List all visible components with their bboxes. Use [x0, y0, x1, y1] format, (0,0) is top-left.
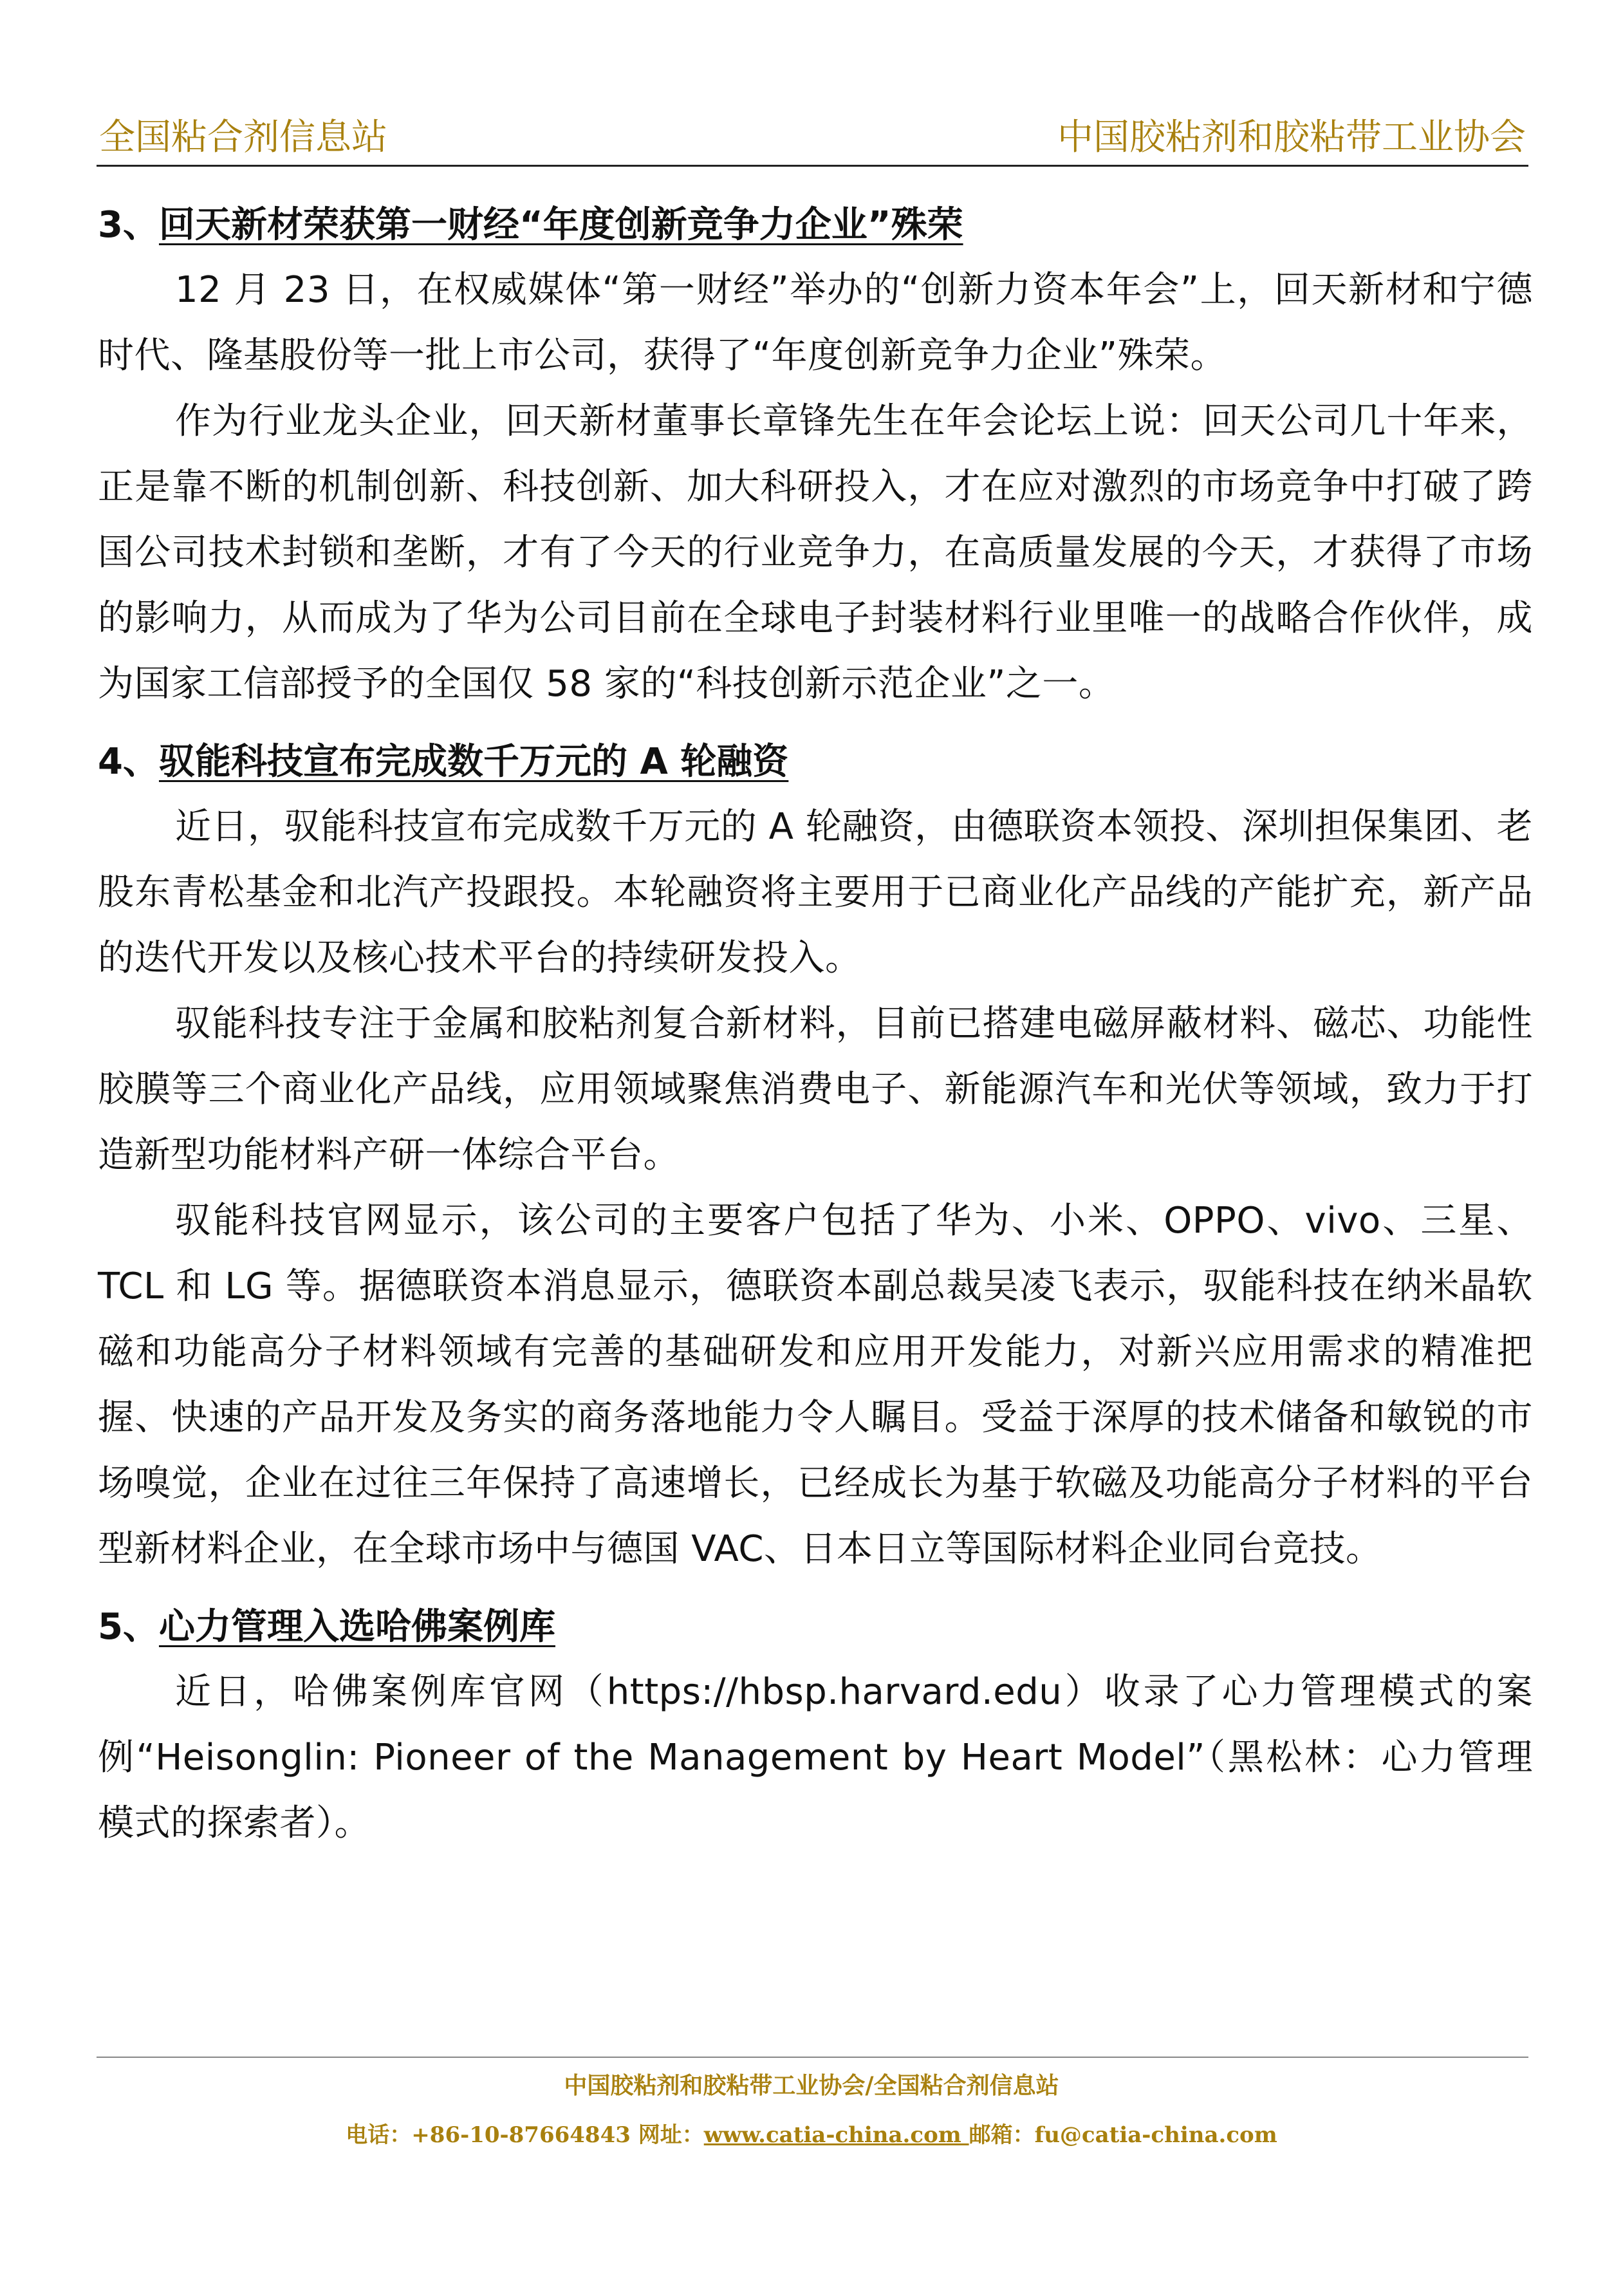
section-3-number: 3、: [98, 204, 159, 246]
header-left-title: 全国粘合剂信息站: [99, 117, 387, 158]
footer-divider: [97, 2057, 1528, 2058]
section-3-title: [98, 193, 1533, 257]
section-5-heading: 心力管理入选哈佛案例库: [158, 1606, 555, 1648]
section-3-paragraph-1: 12 月 23 日，在权威媒体“第一财经”举办的“创新力资本年会”上，回天新材和宁德时代、隆基股份等一批上市公司，获得了“年度创新竞争力企业”殊荣。: [98, 269, 1533, 377]
footer-email: 邮箱：fu@catia-china.com: [969, 2122, 1277, 2148]
header-right-title: 中国胶粘剂和胶粘带工业协会: [1057, 117, 1526, 158]
article-content: [98, 193, 1533, 1856]
section-4-paragraph-3: 驭能科技官网显示，该公司的主要客户包括了华为、小米、OPPO、vivo、三星、TCL 和 LG 等。据德联资本消息显示，德联资本副总裁吴凌飞表示，驭能科技在纳米晶软磁和功能高分子材料领域有完善的基础研发和应用开发能力，对新兴应用需求的精准把握、快速的产品开发及务实的商务落地能力令人瞩目。受益于深厚的技术储备和敏锐的市场嗅觉，企业在过往三年保持了高速增长，已经成长为基于软磁及功能高分子材料的平台型新材料企业，在全球市场中与德国 VAC、日本日立等国际材料企业同台竞技。: [98, 1200, 1533, 1570]
footer-organization: 中国胶粘剂和胶粘带工业协会/全国粘合剂信息站: [564, 2072, 1059, 2099]
section-4-paragraph-2: 驭能科技专注于金属和胶粘剂复合新材料，目前已搭建电磁屏蔽材料、磁芯、功能性胶膜等三个商业化产品线，应用领域聚焦消费电子、新能源汽车和光伏等领域，致力于打造新型功能材料产研一体综合平台。: [98, 1003, 1533, 1176]
section-4-heading: 驭能科技宣布完成数千万元的 A 轮融资: [158, 741, 789, 783]
footer-website-link[interactable]: www.catia-china.com: [703, 2122, 969, 2148]
section-3-heading: 回天新材荣获第一财经“年度创新竞争力企业”殊荣: [158, 204, 963, 246]
section-3-paragraph-2: 作为行业龙头企业，回天新材董事长章锋先生在年会论坛上说：回天公司几十年来，正是靠不断的机制创新、科技创新、加大科研投入，才在应对激烈的市场竞争中打破了跨国公司技术封锁和垄断，才有了今天的行业竞争力，在高质量发展的今天，才获得了市场的影响力，从而成为了华为公司目前在全球电子封装材料行业里唯一的战略合作伙伴，成为国家工信部授予的全国仅 58 家的“科技创新示范企业”之一。: [98, 400, 1533, 705]
section-4-title: [98, 730, 1533, 794]
footer-contact: [0, 2119, 1623, 2151]
section-5-number: 5、: [98, 1606, 159, 1648]
section-4-paragraph-1: 近日，驭能科技宣布完成数千万元的 A 轮融资，由德联资本领投、深圳担保集团、老股东青松基金和北汽产投跟投。本轮融资将主要用于已商业化产品线的产能扩充，新产品的迭代开发以及核心技术平台的持续研发投入。: [98, 806, 1533, 979]
footer-phone: 电话：+86-10-87664843 网址：: [346, 2122, 704, 2148]
section-5-paragraph-1: 近日，哈佛案例库官网（https://hbsp.harvard.edu）收录了心力管理模式的案例“Heisonglin: Pioneer of the Management by Heart Model”（黑松林：心力管理模式的探索者）。: [98, 1671, 1533, 1844]
section-4-number: 4、: [98, 741, 159, 783]
section-5-title: [98, 1595, 1533, 1659]
page-header: [97, 113, 1528, 167]
